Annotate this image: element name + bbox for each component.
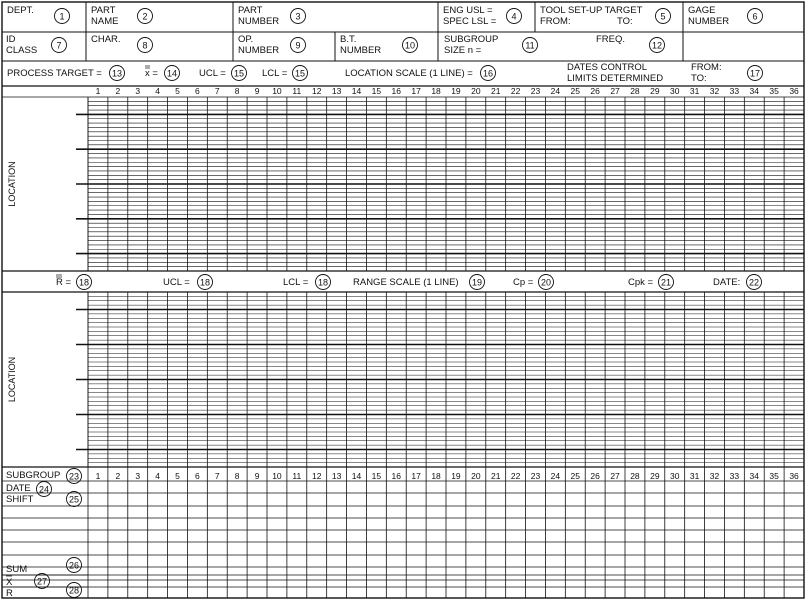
column-number: 17 [411, 86, 421, 96]
field-number: 6 [752, 11, 758, 22]
column-number: 7 [214, 86, 220, 96]
field-number-badge [470, 275, 485, 290]
column-number: 18 [431, 471, 441, 481]
column-number: 5 [175, 471, 180, 481]
column-number: 22 [510, 471, 521, 481]
field-number: 10 [404, 40, 416, 51]
field-number-badge [37, 482, 52, 497]
column-number: 5 [175, 86, 180, 96]
field-number-badge [291, 38, 306, 53]
field-number-badge [67, 469, 82, 484]
header-label: CLASS [6, 45, 38, 56]
field-number: 21 [660, 277, 672, 288]
field-number-badge [293, 66, 308, 81]
field-number: 1 [59, 11, 65, 22]
field-number: 20 [540, 277, 552, 288]
header-label: NUMBER [688, 16, 730, 27]
field-number: 8 [142, 40, 148, 51]
column-number: 15 [371, 471, 382, 481]
dates-control-label: DATES CONTROL [567, 62, 648, 73]
field-number-badge [52, 38, 67, 53]
field-number: 14 [166, 68, 178, 79]
column-number: 1 [95, 471, 101, 481]
ucl-label: UCL = [163, 277, 190, 288]
column-number: 35 [769, 86, 779, 96]
column-number: 14 [351, 471, 362, 481]
field-number: 11 [525, 40, 535, 51]
xbar-label: X [6, 577, 13, 588]
field-number: 26 [68, 560, 80, 571]
column-number: 9 [254, 471, 260, 481]
column-number: 36 [789, 86, 799, 96]
sum-label: SUM [6, 564, 28, 575]
field-number-badge [523, 38, 538, 53]
shift-label: SHIFT [6, 494, 34, 505]
column-number: 30 [669, 471, 680, 481]
column-number: 32 [709, 471, 720, 481]
field-number: 4 [511, 11, 517, 22]
column-number: 19 [451, 471, 461, 481]
dates-control-label: LIMITS DETERMINED [567, 73, 664, 84]
field-number: 2 [142, 11, 148, 22]
column-number: 25 [570, 86, 581, 96]
header-label: NUMBER [238, 45, 280, 56]
field-number: 18 [317, 277, 329, 288]
cpk-label: Cpk = [628, 277, 654, 288]
header-label: DEPT. [7, 5, 34, 16]
field-number-badge [656, 9, 671, 24]
field-number-badge [110, 66, 125, 81]
column-number: 16 [391, 86, 402, 96]
subgroup-label: SUBGROUP [6, 470, 61, 481]
header-label: SPEC LSL = [443, 16, 497, 27]
column-number: 33 [729, 86, 740, 96]
grand-mean-label: x = [145, 68, 158, 79]
column-number: 20 [471, 86, 481, 96]
field-number: 15 [233, 68, 245, 79]
field-number: 9 [295, 40, 301, 51]
header-label: OP. [238, 34, 254, 45]
field-number: 19 [471, 277, 483, 288]
chart2-side-label: LOCATION [7, 356, 17, 403]
header-label-to: TO: [617, 16, 633, 27]
column-number: 9 [254, 86, 260, 96]
location-scale-label: LOCATION SCALE (1 LINE) = [345, 68, 473, 79]
process-target-label: PROCESS TARGET = [7, 68, 102, 79]
column-number: 12 [311, 471, 322, 481]
field-number-badge [35, 574, 50, 589]
field-number-badge [316, 275, 331, 290]
field-number-badge [198, 275, 213, 290]
column-number: 4 [155, 471, 160, 481]
column-number: 35 [769, 471, 779, 481]
range-mean-label: R = [56, 277, 72, 288]
column-number: 28 [630, 86, 640, 96]
column-number: 31 [689, 471, 700, 481]
column-number: 24 [550, 471, 561, 481]
column-number: 28 [630, 471, 640, 481]
column-number: 34 [749, 471, 760, 481]
column-number: 14 [351, 86, 362, 96]
column-number: 2 [115, 86, 121, 96]
header-label: SUBGROUP [444, 34, 499, 45]
column-number: 25 [570, 471, 581, 481]
header-label: TOOL SET-UP TARGET [540, 5, 643, 16]
column-number: 23 [530, 86, 541, 96]
column-number: 3 [135, 471, 141, 481]
dates-from-label: FROM: [691, 62, 722, 73]
field-number: 23 [68, 471, 80, 482]
range-scale-label: RANGE SCALE (1 LINE) [353, 277, 459, 288]
header-label: FREQ. [596, 34, 626, 45]
lcl-label: LCL = [262, 68, 288, 79]
field-number-badge [67, 492, 82, 507]
column-number: 26 [590, 86, 600, 96]
column-number: 27 [610, 471, 620, 481]
field-number-badge [748, 9, 763, 24]
header-label: SIZE n = [444, 45, 482, 56]
field-number-badge [138, 9, 153, 24]
field-number-badge [403, 38, 418, 53]
ucl-label: UCL = [199, 68, 226, 79]
header-label: NUMBER [238, 16, 280, 27]
column-number: 13 [331, 471, 342, 481]
column-number: 29 [650, 86, 660, 96]
header-label: PART [238, 5, 263, 16]
header-label: GAGE [688, 5, 716, 16]
field-number: 24 [38, 484, 50, 495]
column-number: 8 [234, 471, 240, 481]
column-number: 21 [490, 86, 501, 96]
column-number: 31 [689, 86, 700, 96]
header-label: ENG USL = [443, 5, 493, 16]
field-number: 12 [651, 40, 663, 51]
column-number: 8 [234, 86, 240, 96]
field-number-badge [77, 275, 92, 290]
header-label: CHAR. [91, 34, 121, 45]
column-number: 1 [95, 86, 101, 96]
field-number: 17 [749, 68, 761, 79]
cp-label: Cp = [513, 277, 534, 288]
column-number: 20 [471, 471, 481, 481]
field-number-badge [539, 275, 554, 290]
column-number: 11 [292, 86, 302, 96]
column-number: 29 [650, 471, 660, 481]
field-number-badge [747, 275, 762, 290]
column-number: 27 [610, 86, 620, 96]
header-label: ID [6, 34, 16, 45]
column-number: 26 [590, 471, 600, 481]
header-label: PART [91, 5, 116, 16]
header-label: NAME [91, 16, 119, 27]
field-number-badge [481, 66, 496, 81]
field-number-badge [659, 275, 674, 290]
column-number: 2 [115, 471, 121, 481]
field-number: 27 [36, 576, 48, 587]
date-row-label: DATE [6, 483, 31, 494]
dates-to-label: TO: [691, 73, 707, 84]
field-number: 15 [294, 68, 306, 79]
column-number: 21 [490, 471, 501, 481]
column-number: 13 [331, 86, 342, 96]
field-number: 22 [748, 277, 760, 288]
field-number: 13 [111, 68, 123, 79]
column-number: 6 [195, 86, 200, 96]
column-number: 3 [135, 86, 141, 96]
column-number: 19 [451, 86, 461, 96]
field-number: 18 [78, 277, 90, 288]
field-number: 5 [660, 11, 666, 22]
field-number: 28 [68, 585, 80, 596]
column-number: 4 [155, 86, 160, 96]
column-number: 10 [272, 471, 282, 481]
column-number: 32 [709, 86, 720, 96]
header-label: NUMBER [340, 45, 382, 56]
header-label: B.T. [340, 34, 357, 45]
column-number: 30 [669, 86, 680, 96]
field-number-badge [67, 583, 82, 598]
field-number: 16 [482, 68, 494, 79]
field-number: 7 [56, 40, 62, 51]
form-border [2, 2, 804, 598]
header-label: FROM: [540, 16, 571, 27]
column-number: 11 [292, 471, 302, 481]
field-number: 18 [199, 277, 211, 288]
field-number: 3 [295, 11, 301, 22]
field-number-badge [291, 9, 306, 24]
column-number: 16 [391, 471, 402, 481]
column-number: 33 [729, 471, 740, 481]
column-number: 23 [530, 471, 541, 481]
field-number-badge [55, 9, 70, 24]
column-number: 15 [371, 86, 382, 96]
field-number-badge [748, 66, 763, 81]
field-number-badge [507, 9, 522, 24]
r-label: R [6, 588, 13, 599]
lcl-label: LCL = [283, 277, 309, 288]
field-number-badge [650, 38, 665, 53]
chart1-side-label: LOCATION [7, 161, 17, 207]
column-number: 24 [550, 86, 561, 96]
column-number: 6 [195, 471, 200, 481]
field-number-badge [138, 38, 153, 53]
column-number: 10 [272, 86, 282, 96]
column-number: 34 [749, 86, 760, 96]
date-label: DATE: [713, 277, 741, 288]
column-number: 18 [431, 86, 441, 96]
field-number-badge [165, 66, 180, 81]
column-number: 36 [789, 471, 799, 481]
field-number: 25 [68, 494, 80, 505]
column-number: 12 [311, 86, 322, 96]
field-number-badge [67, 558, 82, 573]
field-number-badge [232, 66, 247, 81]
column-number: 17 [411, 471, 421, 481]
column-number: 22 [510, 86, 521, 96]
column-number: 7 [214, 471, 220, 481]
